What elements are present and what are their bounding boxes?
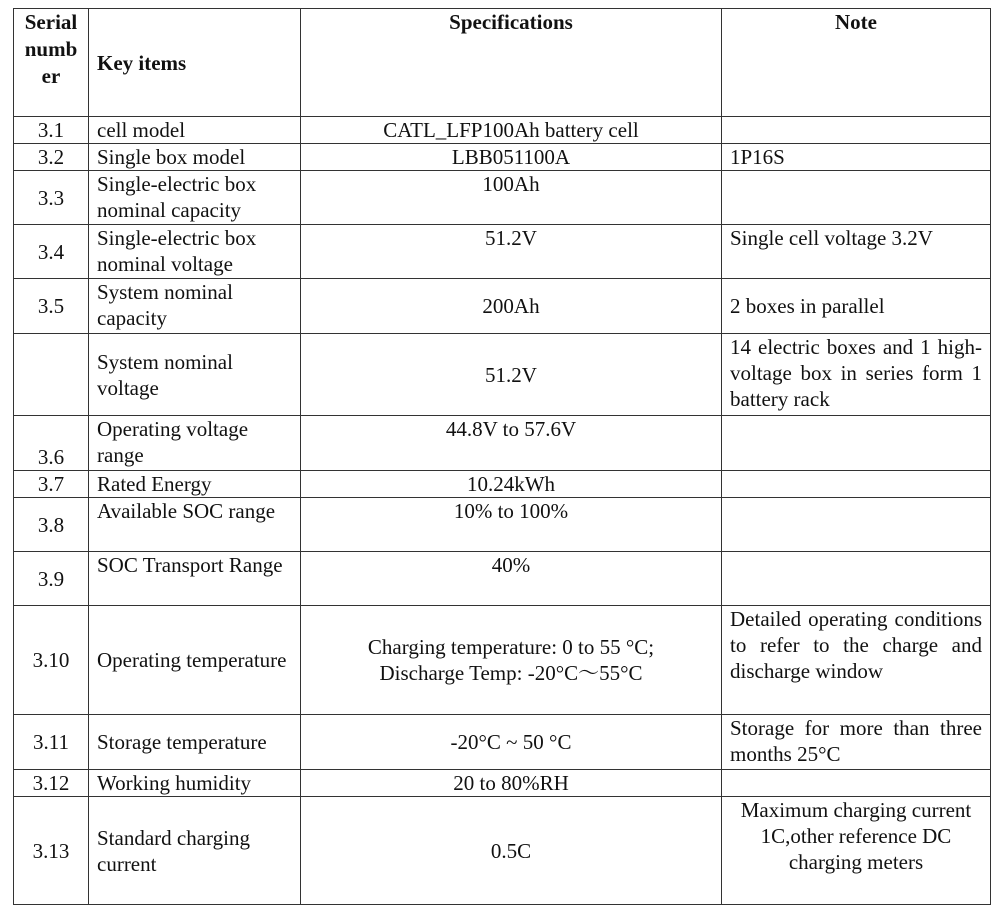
spec-line-discharge: Discharge Temp: -20°C～55°C — [379, 661, 643, 685]
table-row — [14, 334, 991, 416]
note-cell: 2 boxes in parallel — [722, 279, 991, 334]
key-item-cell: System nominal capacity — [89, 279, 301, 334]
serial-cell: 3.12 — [14, 770, 89, 797]
note-cell — [722, 552, 991, 606]
serial-cell: 3.2 — [14, 144, 89, 171]
key-item-cell: Standard charging current — [89, 797, 301, 905]
key-item-cell: Single box model — [89, 144, 301, 171]
spec-cell: 20 to 80%RH — [301, 770, 722, 797]
spec-cell: 100Ah — [301, 171, 722, 225]
table-row — [14, 471, 991, 498]
specifications-table — [13, 8, 991, 905]
serial-cell: 3.7 — [14, 471, 89, 498]
serial-cell: 3.11 — [14, 715, 89, 770]
note-cell: Maximum charging current 1C,other reference DC charging meters — [722, 797, 991, 905]
table-row — [14, 171, 991, 225]
note-cell: 1P16S — [722, 144, 991, 171]
key-item-cell: Working humidity — [89, 770, 301, 797]
key-item-cell: Single-electric box nominal voltage — [89, 225, 301, 279]
table-row — [14, 797, 991, 905]
note-cell — [722, 770, 991, 797]
table-row — [14, 498, 991, 552]
key-item-cell: Single-electric box nominal capacity — [89, 171, 301, 225]
spec-line-charging: Charging temperature: 0 to 55 °C; — [367, 635, 655, 659]
note-cell: Single cell voltage 3.2V — [722, 225, 991, 279]
serial-cell: 3.3 — [14, 171, 89, 225]
spec-cell: -20°C ~ 50 °C — [301, 715, 722, 770]
note-cell — [722, 117, 991, 144]
serial-cell: 3.8 — [14, 498, 89, 552]
spec-cell: 51.2V — [301, 225, 722, 279]
spec-cell — [301, 606, 722, 715]
key-item-cell: Operating voltage range — [89, 416, 301, 471]
spec-cell: 40% — [301, 552, 722, 606]
header-note: Note — [722, 9, 991, 117]
table-row — [14, 770, 991, 797]
table-row — [14, 117, 991, 144]
serial-cell: 3.1 — [14, 117, 89, 144]
table-row — [14, 279, 991, 334]
table-header-row — [14, 9, 991, 117]
header-key-items: Key items — [89, 9, 301, 117]
header-serial-number: Serial number — [14, 9, 89, 117]
table-row — [14, 715, 991, 770]
note-cell — [722, 498, 991, 552]
key-item-cell: Rated Energy — [89, 471, 301, 498]
header-specifications: Specifications — [301, 9, 722, 117]
note-cell — [722, 171, 991, 225]
note-cell — [722, 471, 991, 498]
spec-cell: 51.2V — [301, 334, 722, 416]
spec-cell: 10% to 100% — [301, 498, 722, 552]
key-item-cell: Operating temperature — [89, 606, 301, 715]
serial-cell: 3.9 — [14, 552, 89, 606]
table-row — [14, 225, 991, 279]
serial-cell: 3.5 — [14, 279, 89, 334]
key-item-cell: Storage temperature — [89, 715, 301, 770]
serial-cell — [14, 334, 89, 416]
spec-cell: 0.5C — [301, 797, 722, 905]
table-row — [14, 606, 991, 715]
key-item-cell: cell model — [89, 117, 301, 144]
note-cell: Detailed operating conditions to refer to the charge and discharge window — [722, 606, 991, 715]
spec-cell: 200Ah — [301, 279, 722, 334]
table-row — [14, 416, 991, 471]
serial-cell: 3.13 — [14, 797, 89, 905]
spec-cell: LBB051100A — [301, 144, 722, 171]
note-cell: 14 electric boxes and 1 high-voltage box in series form 1 battery rack — [722, 334, 991, 416]
table-row — [14, 144, 991, 171]
serial-cell: 3.4 — [14, 225, 89, 279]
spec-cell: 44.8V to 57.6V — [301, 416, 722, 471]
serial-cell: 3.6 — [14, 416, 89, 471]
table-row — [14, 552, 991, 606]
spec-cell: CATL_LFP100Ah battery cell — [301, 117, 722, 144]
note-cell — [722, 416, 991, 471]
note-cell: Storage for more than three months 25°C — [722, 715, 991, 770]
key-item-cell: System nominal voltage — [89, 334, 301, 416]
key-item-cell: Available SOC range — [89, 498, 301, 552]
key-item-cell: SOC Transport Range — [89, 552, 301, 606]
serial-cell: 3.10 — [14, 606, 89, 715]
spec-cell: 10.24kWh — [301, 471, 722, 498]
